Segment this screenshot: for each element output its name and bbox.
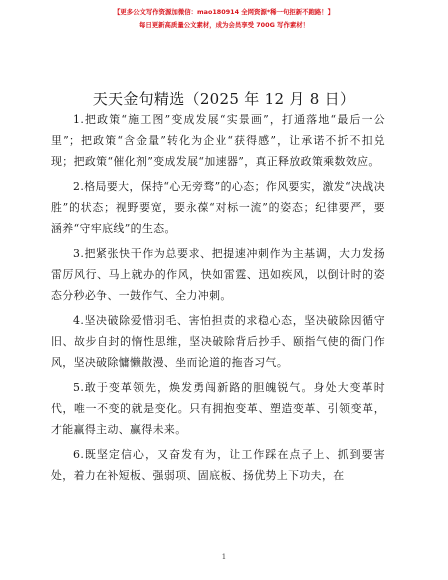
- promo-banner-line-1: 【更多公文写作资源加微信：mao180914 全网资源*稀一句拒新不跑路！】: [113, 8, 335, 16]
- promo-banner-line-2: 每日更新高质量公文素材，成为会员享受 700G 写作素材！: [138, 21, 310, 29]
- page-number: 1: [221, 553, 227, 561]
- paragraph-1: 1.把政策“施工图”变成发展“实景画”，打通落地“最后一公里”；把政策“含金量”转化为企业“获得感”，让承诺不折不扣兑现；把政策“催化剂”变成发展“加速器”，真正释放政策乘数效应。: [51, 113, 385, 168]
- paragraph-6: 6.既坚定信心，又奋发有为，让工作踩在点子上、抓到要害处，着力在补短板、强弱项、固底板、扬优势上下功夫，在: [51, 448, 385, 482]
- paragraph-3: 3.把紧张快干作为总要求、把提速冲刺作为主基调，大力发扬雷厉风行、马上就办的作风，快如雷霆、迅如疾风，以倒计时的姿态分秒必争、一鼓作气、全力冲刺。: [51, 247, 385, 302]
- paragraph-4: 4.坚决破除爱惜羽毛、害怕担责的求稳心态，坚决破除因循守旧、故步自封的惰性思维，坚决破除背后抄手、颐指气使的衙门作风，坚决破除慵懒散漫、坐而论道的拖沓习气。: [51, 314, 385, 369]
- document-title: 天天金句精选（2025 年 12 月 8 日）: [92, 90, 356, 109]
- paragraph-5: 5.敢于变革领先，焕发勇闯新路的胆魄锐气。身处大变革时代，唯一不变的就是变化。只有拥抱变革、塑造变革、引领变革，才能赢得主动、赢得未来。: [51, 381, 385, 436]
- document-body: [51, 109, 385, 490]
- promo-banner: [0, 6, 448, 32]
- paragraph-2: 2.格局要大，保持“心无旁骛”的心态；作风要实，激发“决战决胜”的状态；视野要宽，要永葆“对标一流”的姿态；纪律要严，要涵养“守牢底线”的生态。: [51, 180, 385, 235]
